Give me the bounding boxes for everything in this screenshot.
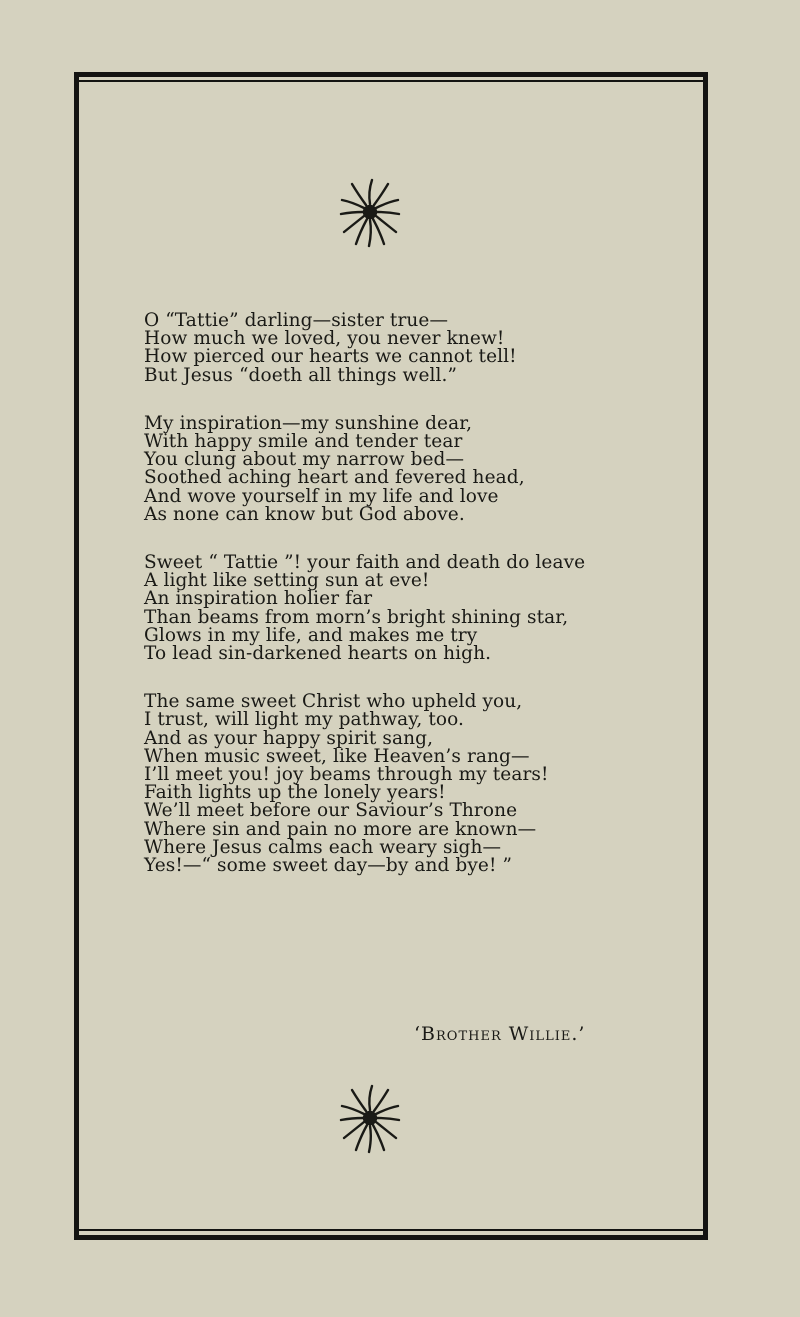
poem-line: How pierced our hearts we cannot tell!	[144, 346, 517, 368]
poem-line: I’ll meet you! joy beams through my tears!	[144, 764, 549, 786]
poem-line: An inspiration holier far	[144, 588, 373, 610]
poem-line: My inspiration—my sunshine dear,	[144, 412, 473, 434]
poem-line: With happy smile and tender tear	[144, 431, 463, 453]
poem-line: And wove yourself in my life and love	[144, 485, 499, 507]
poem-line: Yes!—“ some sweet day—by and bye! ”	[144, 855, 513, 877]
stanza-4	[144, 693, 674, 875]
signature: ‘Brother Willie.’	[414, 1023, 586, 1045]
poem-line: But Jesus “doeth all things well.”	[144, 364, 458, 386]
sunburst-ornament-icon	[338, 1082, 402, 1154]
poem-line: Glows in my life, and makes me try	[144, 624, 478, 646]
poem-line: I trust, will light my pathway, too.	[144, 709, 465, 731]
stanza-1	[144, 312, 674, 385]
poem-line: Than beams from morn’s bright shining star,	[144, 606, 569, 628]
poem-line: Where Jesus calms each weary sigh—	[144, 836, 502, 858]
poem-line: The same sweet Christ who upheld you,	[144, 691, 523, 713]
poem-line: We’ll meet before our Saviour’s Throne	[144, 800, 518, 822]
stanza-3	[144, 554, 674, 663]
stanza-2	[144, 412, 674, 525]
poem-line: Soothed aching heart and fevered head,	[144, 467, 525, 489]
poem-line: To lead sin-darkened hearts on high.	[144, 643, 492, 665]
poem-line: Sweet “ Tattie ”! your faith and death do leave	[144, 552, 586, 574]
poem-line: How much we loved, you never knew!	[144, 328, 505, 350]
poem-line: Where sin and pain no more are known—	[144, 818, 537, 840]
bottom-border-rule	[74, 1229, 708, 1231]
poem-line: When music sweet, like Heaven’s rang—	[144, 745, 530, 767]
poem-line: As none can know but God above.	[144, 503, 465, 525]
poem-line: You clung about my narrow bed—	[144, 449, 465, 471]
poem-body	[144, 312, 674, 905]
sunburst-ornament-icon	[338, 176, 402, 248]
top-border-rule	[74, 80, 708, 82]
poem-line: A light like setting sun at eve!	[144, 570, 430, 592]
poem-line: And as your happy spirit sang,	[144, 727, 434, 749]
poem-line: O “Tattie” darling—sister true—	[144, 310, 449, 331]
poem-line: Faith lights up the lonely years!	[144, 782, 446, 804]
